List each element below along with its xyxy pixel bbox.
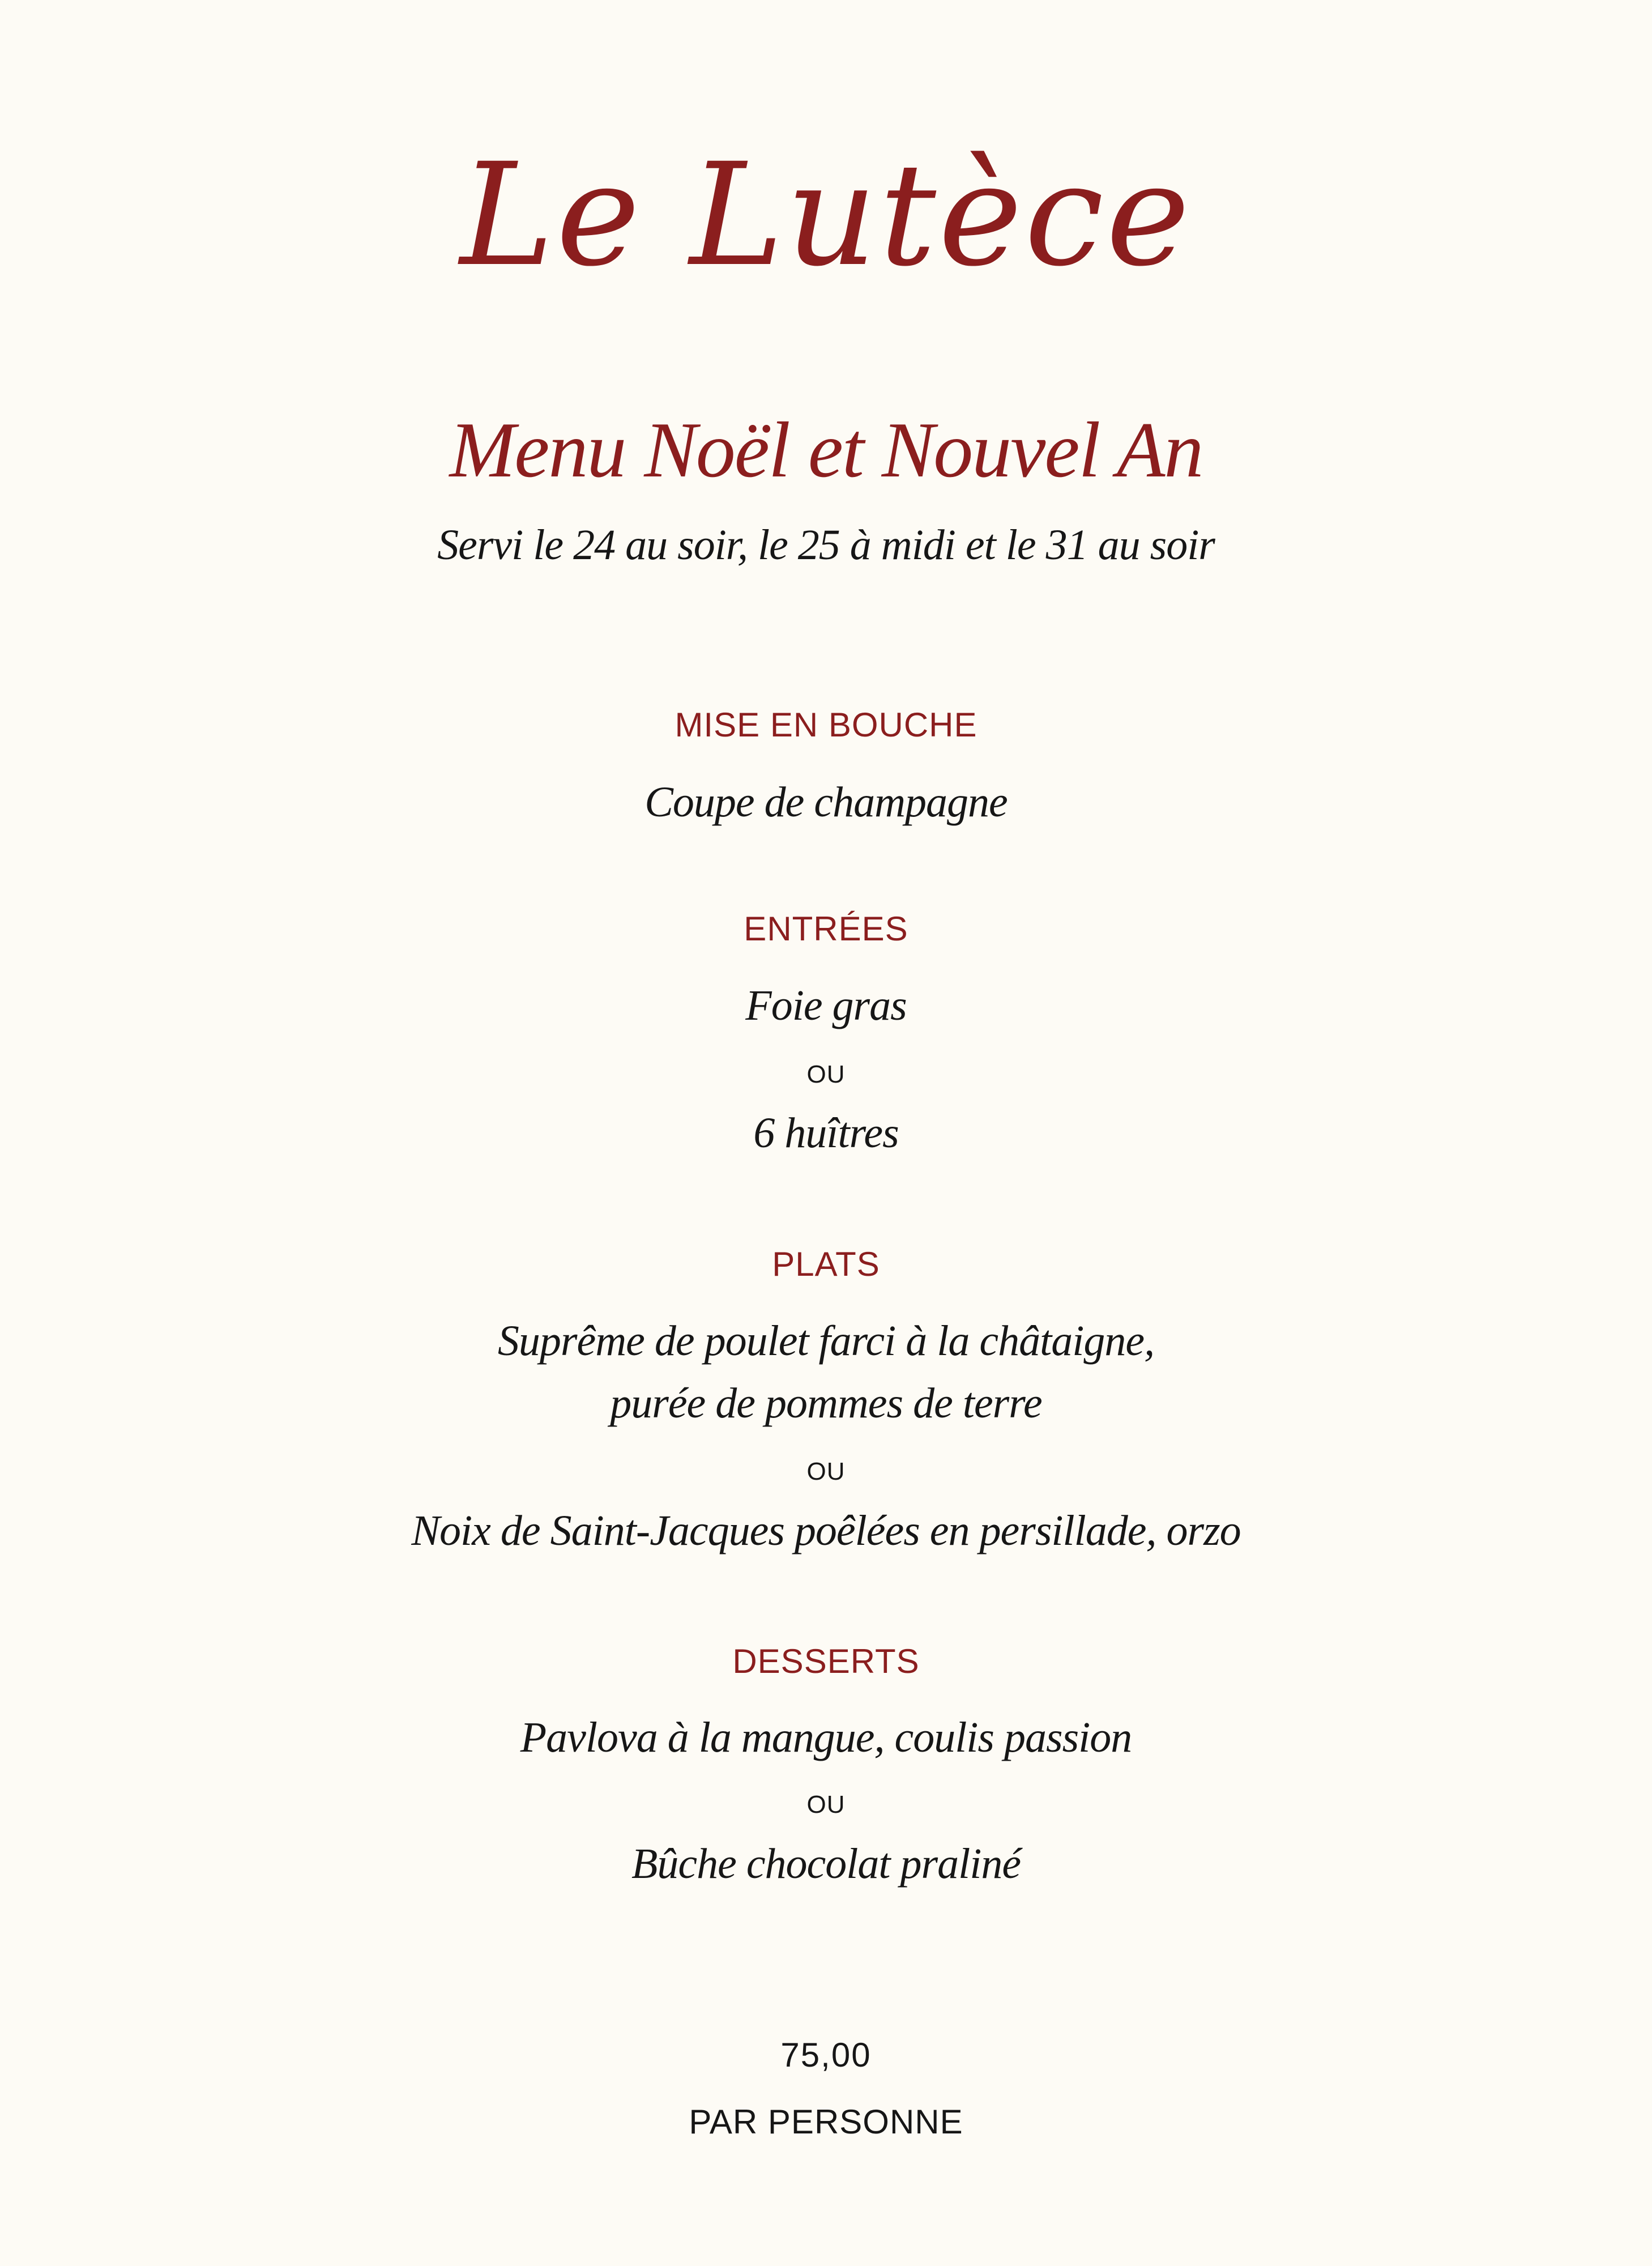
separator-or: OU <box>806 1060 846 1088</box>
dish-supreme-de-poulet: Suprême de poulet farci à la châtaigne, <box>497 1317 1155 1365</box>
dish-coupe-de-champagne: Coupe de champagne <box>644 778 1008 826</box>
separator-or: OU <box>806 1791 846 1818</box>
price-value: 75,00 <box>780 2036 872 2074</box>
dish-huitres: 6 huîtres <box>753 1109 899 1157</box>
dish-pavlova: Pavlova à la mangue, coulis passion <box>520 1714 1132 1761</box>
section-heading-mise-en-bouche: MISE EN BOUCHE <box>675 706 977 744</box>
separator-or: OU <box>806 1458 846 1485</box>
dish-buche-chocolat: Bûche chocolat praliné <box>631 1840 1021 1888</box>
section-heading-plats: PLATS <box>772 1245 880 1283</box>
dish-puree-de-pommes: purée de pommes de terre <box>610 1379 1042 1427</box>
restaurant-name: Le Lutèce <box>460 133 1192 297</box>
dish-noix-de-saint-jacques: Noix de Saint-Jacques poêlées en persillade, orzo <box>411 1507 1241 1554</box>
menu-title: Menu Noël et Nouvel An <box>449 406 1203 494</box>
section-heading-desserts: DESSERTS <box>732 1642 920 1680</box>
price-unit: PAR PERSONNE <box>689 2103 963 2141</box>
menu-subtitle: Servi le 24 au soir, le 25 à midi et le 31 au soir <box>437 521 1215 569</box>
dish-foie-gras: Foie gras <box>745 982 907 1029</box>
section-heading-entrees: ENTRÉES <box>744 910 908 948</box>
